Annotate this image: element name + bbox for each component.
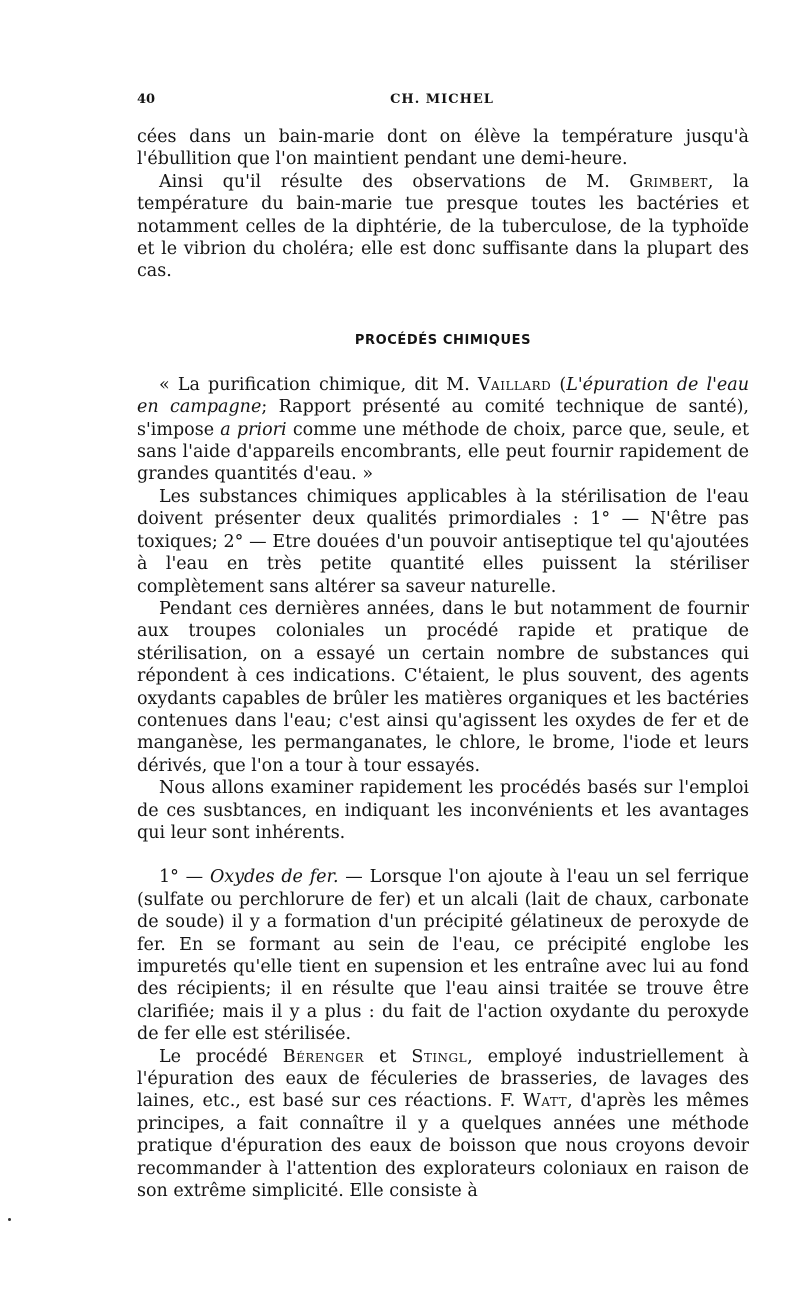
work-title: L'épuration de l'eau en campagne	[137, 374, 749, 418]
paragraph-substances: Pendant ces dernières années, dans le but notamment de fournir aux troupes coloniales un procédé rapide et pratique de stérilisation, on a essayé un certain nombre de substances qui répondent à ces indications. C'étaient, le plus souvent, des agents oxydants capables de brûler les matières organiques et les bactéries contenues dans l'eau; c'est ainsi qu'agissent les oxydes de fer et de manganèse, les permanganates, le chlore, le brome, l'iode et leurs dérivés, que l'on a tour à tour essayés.	[137, 598, 749, 776]
text-run: Le procédé	[159, 1046, 283, 1067]
subsection-heading: Oxydes de fer.	[209, 867, 339, 888]
text-run: Ainsi qu'il résulte des observations de M.	[159, 171, 630, 192]
author-name: Bérenger	[282, 1046, 365, 1067]
paragraph-grimbert	[137, 171, 749, 283]
author-name: Stingl	[411, 1046, 468, 1067]
paragraph-qualities: Les substances chimiques applicables à la stérilisation de l'eau doivent présenter deux qualités primordiales : 1° — N'être pas toxiques; 2° — Etre douées d'un pouvoir antiseptique tel qu'ajoutées à l'eau en très petite quantité elles puissent la stériliser complètement sans altérer sa saveur naturelle.	[137, 486, 749, 597]
page-header	[137, 92, 747, 112]
paragraph-continuation: cées dans un bain-marie dont on élève la température jusqu'à l'ébullition que l'on maintient pendant une demi-heure.	[137, 127, 749, 170]
paragraph-berenger-stingl	[137, 1046, 749, 1203]
author-name: Grimbert	[629, 171, 708, 192]
page-body	[137, 126, 749, 1202]
author-name: Vaillard	[477, 374, 552, 395]
paragraph-oxydes-de-fer	[137, 866, 749, 1045]
text-run: , employé industriellement à l'épuration des eaux de féculeries de brasseries, de lavages des laines, etc., est basé sur ces réactions. F.	[137, 1046, 749, 1112]
text-run: ; Rapport présenté au comité technique de santé), s'impose	[137, 397, 749, 440]
text-run: , la température du bain-marie tue presque toutes les bactéries et notamment celles de la diphtérie, de la tuberculose, de la typhoïde et le vibrion du choléra; elle est donc suffisante dans la plupart des cas.	[137, 171, 750, 282]
text-run: (	[551, 374, 567, 395]
text-run: — Lorsque l'on ajoute à l'eau un sel ferrique (sulfate ou perchlorure de fer) et un alcali (lait de chaux, carbonate de soude) il y a formation d'un précipité gélatineux de peroxyde de fer. En se formant au sein de l'eau, ce précipité englobe les impuretés qu'elle tient en supension et les entraîne avec lui au fond des récipients; il en résulte que l'eau ainsi traitée se trouve être clarifiée; mais il y a plus : du fait de l'action oxydante du peroxyde de fer elle est stérilisée.	[137, 867, 749, 1045]
margin-speck	[8, 1218, 11, 1221]
author-name: Watt	[522, 1091, 568, 1112]
running-head: CH. MICHEL	[390, 92, 494, 107]
latin-phrase: a priori	[220, 419, 287, 440]
item-number: 1° —	[159, 867, 210, 888]
text-run: « La purification chimique, dit M.	[159, 374, 478, 395]
text-run: , d'après les mêmes principes, a fait connaître il y a quelques années une méthode pratique d'épuration des eaux de boisson que nous croyons devoir recommander à l'attention des explorateurs coloniaux en raison de son extrême simplicité. Elle consiste à	[137, 1091, 749, 1202]
section-title: PROCÉDÉS CHIMIQUES	[354, 332, 532, 348]
paragraph-vaillard-quote	[137, 374, 749, 486]
text-run: et	[364, 1046, 412, 1067]
text-run: comme une méthode de choix, parce que, seule, et sans l'aide d'appareils encombrants, elle peut fournir rapidement de grandes quantités d'eau. »	[137, 419, 749, 485]
page-number: 40	[137, 92, 156, 107]
paragraph-gap	[137, 844, 749, 866]
paragraph-examination: Nous allons examiner rapidement les procédés basés sur l'emploi de ces susbtances, en indiquant les inconvénients et les avantages qui leur sont inhérents.	[137, 778, 749, 843]
